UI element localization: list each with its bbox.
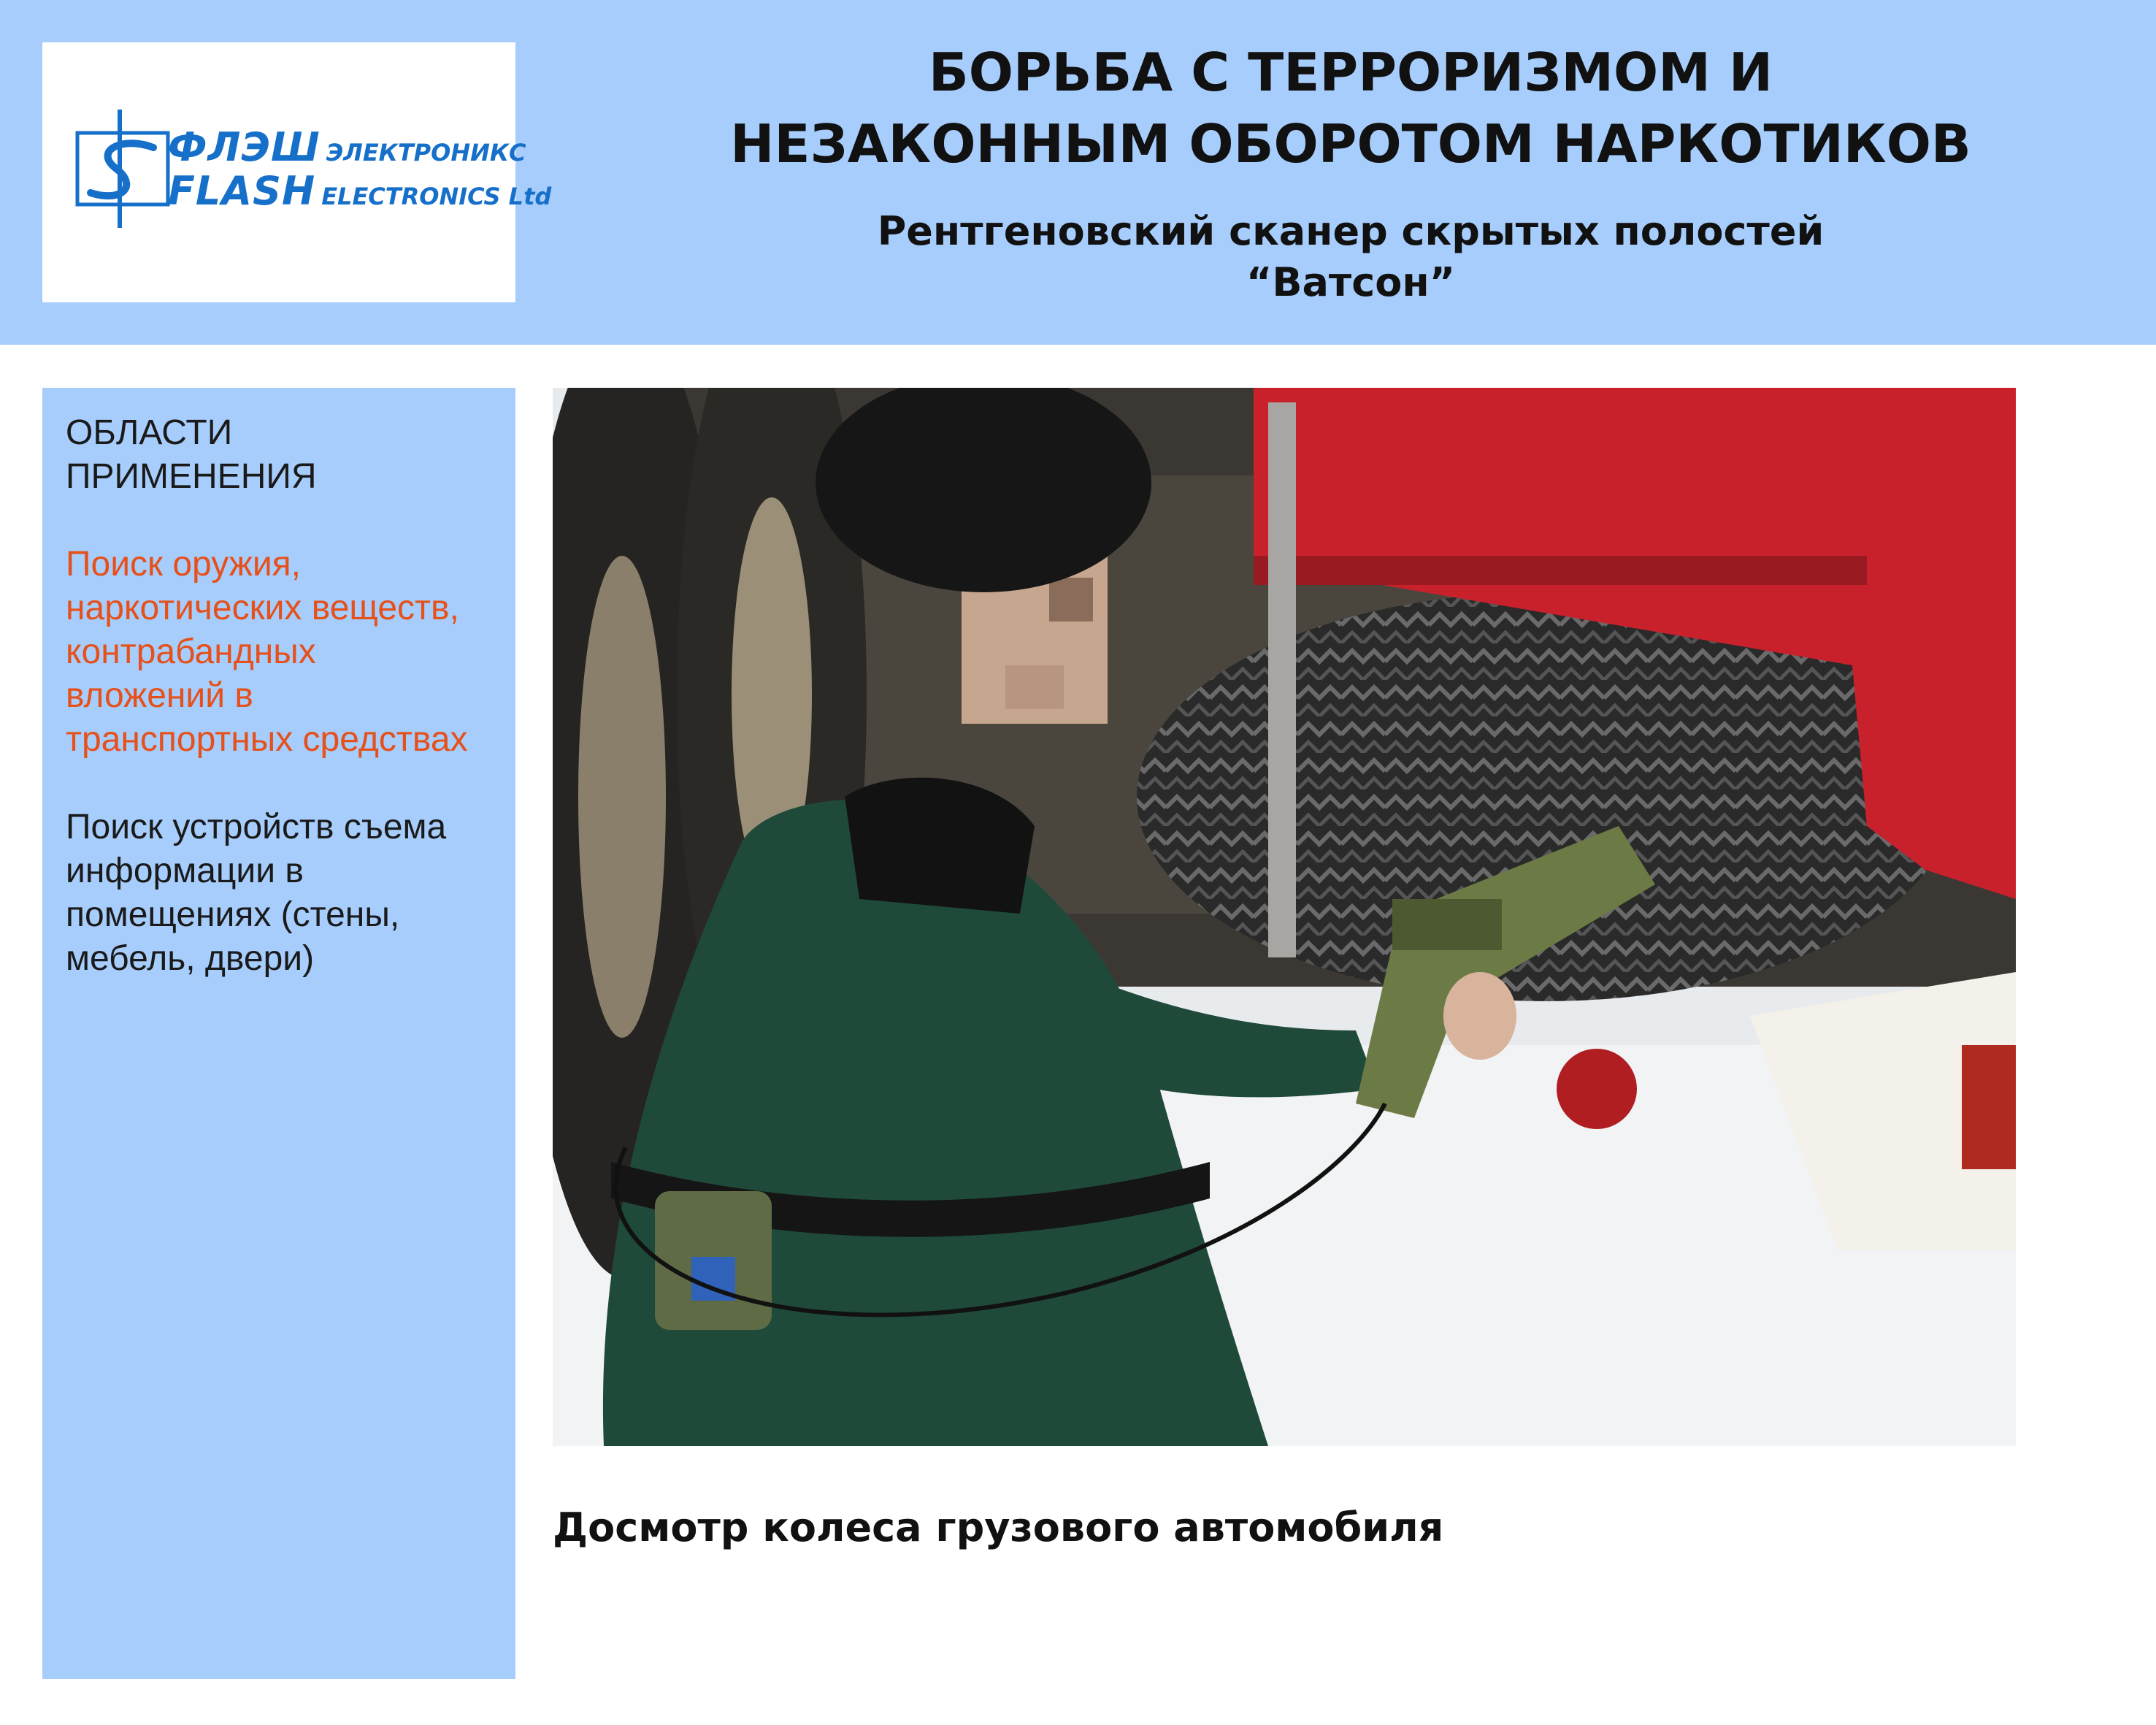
title-line-1: БОРЬБА С ТЕРРОРИЗМОМ И xyxy=(928,42,1773,103)
logo-ru-name: ФЛЭШ xyxy=(168,124,321,170)
sidebar-heading-line: ПРИМЕНЕНИЯ xyxy=(66,457,317,496)
page-title xyxy=(555,37,2147,180)
logo-en-name: FLASH xyxy=(168,168,316,214)
application-line: мебель, двери) xyxy=(66,939,315,978)
photo-caption: Досмотр колеса грузового автомобиля xyxy=(553,1504,1444,1550)
applications-sidebar xyxy=(42,388,515,1679)
page-subtitle xyxy=(555,206,2147,308)
inspection-photo-illustration xyxy=(553,388,2016,1446)
application-line: наркотических веществ, xyxy=(66,589,459,627)
application-line: информации в xyxy=(66,852,304,890)
application-vehicles xyxy=(66,543,511,762)
title-line-2: НЕЗАКОННЫМ ОБОРОТОМ НАРКОТИКОВ xyxy=(730,113,1971,175)
application-line: Поиск устройств съема xyxy=(66,808,447,846)
application-line: помещениях (стены, xyxy=(66,895,400,934)
application-line: Поиск оружия, xyxy=(66,545,301,584)
logo-en-suffix: ELECTRONICS Ltd xyxy=(321,183,552,210)
sidebar-heading xyxy=(66,411,511,499)
logo-ru-suffix: ЭЛЕКТРОНИКС xyxy=(326,139,526,167)
inspection-photo xyxy=(553,388,2016,1446)
subtitle-line-2: “Ватсон” xyxy=(1246,259,1456,305)
application-line: вложений в xyxy=(66,676,253,715)
subtitle-line-1: Рентгеновский сканер скрытых полостей xyxy=(877,208,1825,254)
sidebar-heading-line: ОБЛАСТИ xyxy=(66,413,233,452)
application-premises xyxy=(66,806,511,981)
company-logo xyxy=(42,42,552,302)
application-line: транспортных средствах xyxy=(66,720,468,759)
logo-line-en xyxy=(168,168,551,214)
application-line: контрабандных xyxy=(66,632,316,671)
logo-line-ru xyxy=(168,124,526,170)
logo-emblem-icon xyxy=(72,107,174,231)
